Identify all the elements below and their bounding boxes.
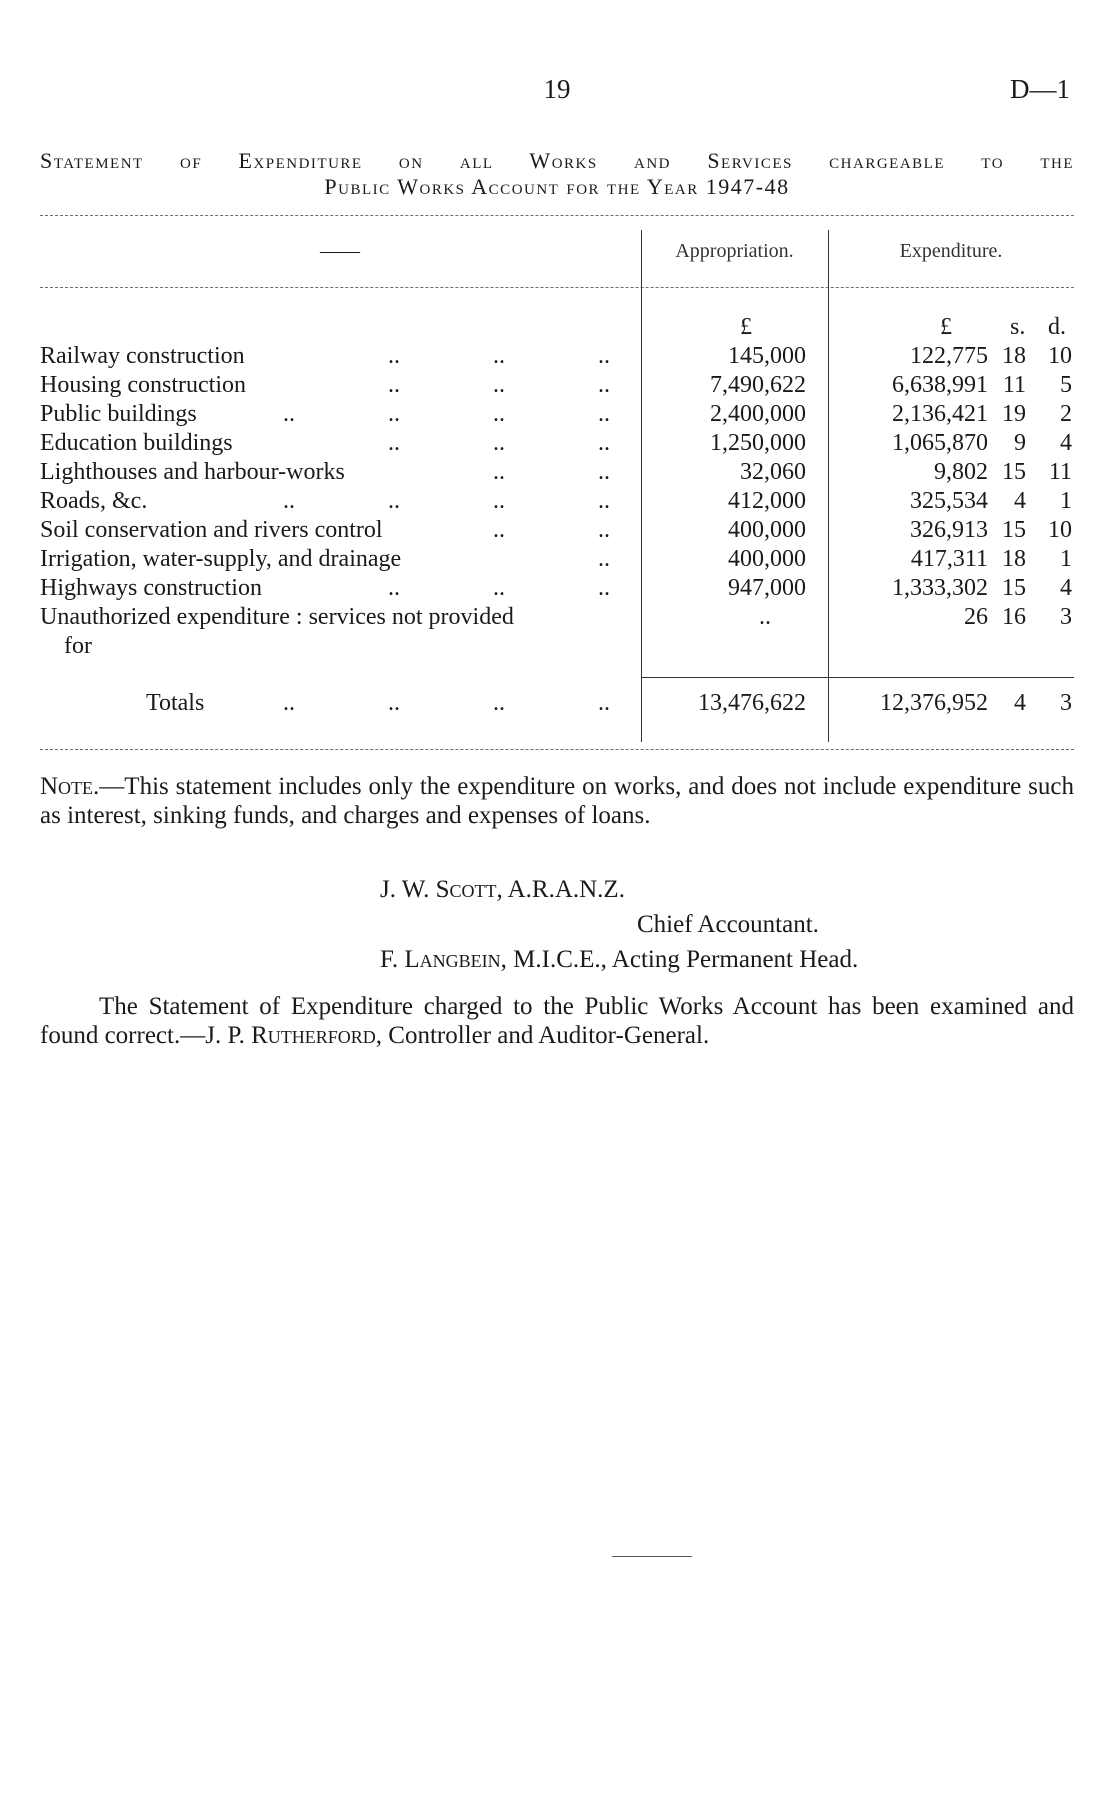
expenditure-pounds: 325,534: [910, 488, 988, 514]
expenditure-shillings: 18: [1002, 546, 1026, 572]
table-row: Railway construction .. .. .. 145,000 122,775 18 10: [40, 343, 1072, 369]
totals-top-rule: [641, 677, 1074, 678]
expenditure-pence: 10: [1048, 343, 1072, 369]
appropriation-value: 412,000: [728, 488, 806, 514]
document-reference: D—1: [1010, 74, 1070, 104]
table-row: Education buildings .. .. .. 1,250,000 1,065,870 9 4: [40, 430, 1072, 456]
table-row: [0, 604, 1114, 633]
expenditure-pence: 10: [1048, 517, 1072, 543]
appropriation-value: ..: [759, 604, 771, 630]
totals-shillings: 4: [1014, 690, 1026, 716]
appropriation-value: 1,250,000: [710, 430, 806, 456]
appropriation-value: 145,000: [728, 343, 806, 369]
stub-heading: ——: [320, 240, 360, 262]
expenditure-pounds: 26: [964, 604, 988, 630]
appropriation-value: 947,000: [728, 575, 806, 601]
expenditure-shillings: 15: [1002, 459, 1026, 485]
audit-statement: The Statement of Expenditure charged to the Public Works Account has been examined and found correct.—J. P. Rutherford, Controller and Auditor-General.: [40, 993, 1074, 1049]
statement-title-line-1: Statement of Expenditure on all Works and Services chargeable to the: [40, 148, 1074, 173]
expenditure-pence: 1: [1060, 546, 1072, 572]
row-label: Lighthouses and harbour-works: [40, 459, 345, 485]
table-top-rule: [40, 215, 1074, 216]
expenditure-shillings: 15: [1002, 575, 1026, 601]
row-label: Highways construction: [40, 575, 262, 601]
totals-pence: 3: [1060, 690, 1072, 716]
table-row: Lighthouses and harbour-works .. .. 32,060 9,802 15 11: [40, 459, 1072, 485]
row-label: Soil conservation and rivers control: [40, 517, 383, 543]
unit-appropriation-pounds: £: [740, 314, 752, 340]
table-header-rule: [40, 287, 1074, 288]
table-row: Housing construction .. .. .. 7,490,622 6,638,991 11 5: [40, 372, 1072, 398]
appropriation-value: 32,060: [740, 459, 806, 485]
expenditure-pence: 5: [1060, 372, 1072, 398]
column-heading-appropriation: Appropriation.: [675, 240, 794, 262]
row-label: Unauthorized expenditure : services not provided: [40, 604, 514, 630]
row-label: Housing construction: [40, 372, 246, 398]
expenditure-pounds: 1,065,870: [892, 430, 988, 456]
table-row-continuation: [0, 633, 1114, 662]
expenditure-pounds: 2,136,421: [892, 401, 988, 427]
expenditure-pence: 4: [1060, 430, 1072, 456]
expenditure-pence: 1: [1060, 488, 1072, 514]
page-number: 19: [543, 74, 571, 104]
appropriation-value: 400,000: [728, 546, 806, 572]
expenditure-shillings: 19: [1002, 401, 1026, 427]
unit-expenditure-pounds: £: [940, 314, 952, 340]
appropriation-value: 7,490,622: [710, 372, 806, 398]
expenditure-pence: 2: [1060, 401, 1072, 427]
table-row: Irrigation, water-supply, and drainage .. 400,000 417,311 18 1: [40, 546, 1072, 572]
appropriation-value: 2,400,000: [710, 401, 806, 427]
expenditure-pounds: 326,913: [910, 517, 988, 543]
expenditure-pence: 4: [1060, 575, 1072, 601]
expenditure-shillings: 11: [1002, 372, 1026, 398]
table-bottom-rule: [40, 749, 1074, 750]
note-text: —This statement includes only the expenditure on works, and does not include expenditure such as interest, sinking funds, and charges and expenses of loans.: [40, 773, 1074, 829]
note-lead: Note.: [40, 773, 100, 800]
signature-accountant-title: Chief Accountant.: [637, 911, 819, 938]
table-row: Highways construction .. .. .. 947,000 1,333,302 15 4: [40, 575, 1072, 601]
signature-permanent-head: F. Langbein, M.I.C.E., Acting Permanent Head.: [380, 946, 859, 973]
row-label: Railway construction: [40, 343, 245, 369]
totals-label: Totals: [146, 690, 205, 716]
expenditure-shillings: 18: [1002, 343, 1026, 369]
row-label: Public buildings: [40, 401, 197, 427]
expenditure-pence: 3: [1060, 604, 1072, 630]
appropriation-value: 400,000: [728, 517, 806, 543]
expenditure-pence: 11: [1048, 459, 1072, 485]
expenditure-shillings: 4: [1014, 488, 1026, 514]
expenditure-shillings: 9: [1014, 430, 1026, 456]
totals-appropriation: 13,476,622: [698, 690, 806, 716]
expenditure-pounds: 417,311: [910, 546, 988, 572]
totals-row: Totals .. .. .. .. 13,476,622 12,376,952 4 3: [146, 690, 1072, 716]
table-row: Soil conservation and rivers control .. .. 400,000 326,913 15 10: [40, 517, 1072, 543]
row-label: Roads, &c.: [40, 488, 148, 514]
table-row: Roads, &c. .. .. .. .. 412,000 325,534 4 1: [40, 488, 1072, 514]
table-row: Public buildings .. .. .. .. 2,400,000 2,136,421 19 2: [40, 401, 1072, 427]
expenditure-shillings: 15: [1002, 517, 1026, 543]
statement-title-line-2: Public Works Account for the Year 1947-48: [324, 174, 790, 199]
row-label: Education buildings: [40, 430, 233, 456]
row-label: Irrigation, water-supply, and drainage: [40, 546, 402, 572]
totals-pounds: 12,376,952: [880, 690, 988, 716]
row-label-continuation: for: [64, 633, 92, 659]
expenditure-pounds: 122,775: [910, 343, 988, 369]
expenditure-pounds: 1,333,302: [892, 575, 988, 601]
closing-rule: [612, 1556, 692, 1557]
expenditure-pounds: 9,802: [934, 459, 988, 485]
signature-accountant: J. W. Scott, A.R.A.N.Z.: [380, 876, 625, 903]
column-heading-expenditure: Expenditure.: [899, 240, 1003, 262]
unit-expenditure-pence: d.: [1048, 314, 1066, 340]
note-paragraph: [40, 772, 1074, 830]
expenditure-pounds: 6,638,991: [892, 372, 988, 398]
unit-expenditure-shillings: s.: [1010, 314, 1026, 340]
auditor-name: Rutherford,: [251, 1022, 383, 1049]
expenditure-shillings: 16: [1002, 604, 1026, 630]
